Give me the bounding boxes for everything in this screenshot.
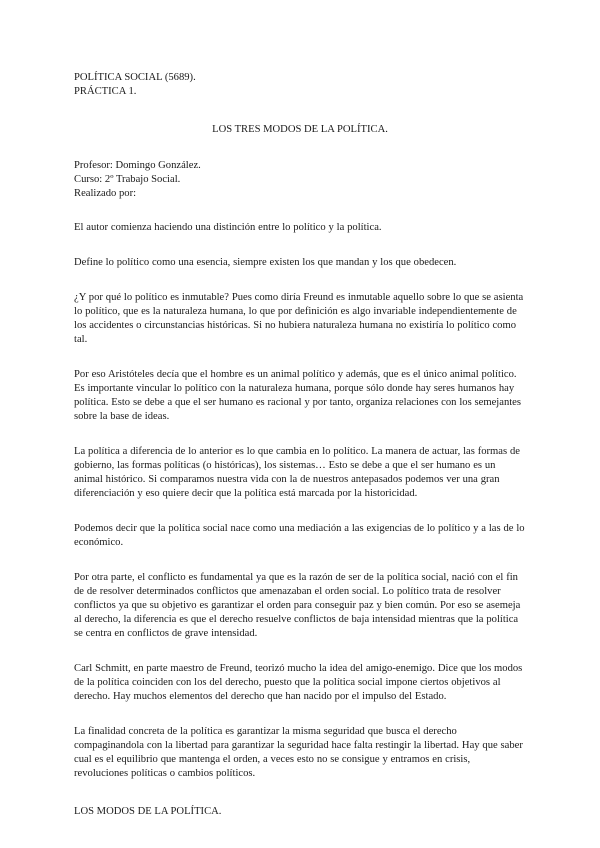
document-title: LOS TRES MODOS DE LA POLÍTICA. (212, 124, 388, 135)
paragraph: ¿Y por qué lo político es inmutable? Pues como diría Freund es inmutable aquello sobre lo que se asienta lo político, que es la naturaleza humana, lo que por definición es algo invariable independientemente de los accidentes o circunstancias históricas. Si no hubiera naturaleza humana no existiría lo político como tal. (74, 292, 524, 345)
paragraph: La política a diferencia de lo anterior es lo que cambia en lo político. La manera de actuar, las formas de gobierno, las formas políticas (o históricas), los sistemas… Esto se debe a que el ser humano es un animal histórico. Si comparamos nuestra vida con la de nuestros antepasados podemos ver una gran diferenciación y eso quiere decir que la política está marcada por la historicidad. (74, 446, 520, 499)
course-year-line: Curso: 2º Trabajo Social. (74, 174, 181, 185)
document-meta (74, 159, 526, 201)
paragraph: Por otra parte, el conflicto es fundamental ya que es la razón de ser de la política social, nació con el fin de de resolver determinados conflictos que amenazaban el orden social. Lo político trata de resolver conflictos ya que su objetivo es garantizar el orden para conseguir paz y bien común. Por eso se asemeja al derecho, la diferencia es que el derecho resuelve conflictos de baja intensidad mientras que la política se centra en conflictos de grave intensidad. (74, 572, 521, 639)
practice-header: PRÁCTICA 1. (74, 86, 137, 97)
paragraph: La finalidad concreta de la política es garantizar la misma seguridad que busca el derecho compaginandola con la libertad para garantizar la seguridad hace falta restingir la libertad. Hay que saber cual es el equilibrio que mantenga el orden, a veces esto no se consigue y entramos en crisis, revoluciones políticas o cambios políticos. (74, 726, 523, 779)
paragraph: Por eso Aristóteles decía que el hombre es un animal político y además, que es el único animal político. Es importante vincular lo político con la naturaleza humana, porque sólo donde hay seres humanos hay política. Esto se debe a que el ser humano es racional y por tanto, organiza relaciones con los semejantes sobre la base de ideas. (74, 369, 522, 422)
paragraph: Carl Schmitt, en parte maestro de Freund, teorizó mucho la idea del amigo-enemigo. Dice que los modos de la política coinciden con los del derecho, puesto que la política social impone ciertos objetivos al derecho. Hay muchos elementos del derecho que han nacido por el impulso del Estado. (74, 663, 523, 702)
professor-line: Profesor: Domingo González. (74, 160, 201, 171)
paragraph: Podemos decir que la política social nace como una mediación a las exigencias de lo político y a las de lo económico. (74, 523, 525, 548)
paragraph: Define lo político como una esencia, siempre existen los que mandan y los que obedecen. (74, 257, 457, 268)
course-header: POLÍTICA SOCIAL (5689). (74, 72, 196, 83)
author-line: Realizado por: (74, 188, 137, 199)
document-content (74, 71, 526, 819)
paragraph: El autor comienza haciendo una distinción entre lo político y la política. (74, 222, 382, 233)
section-heading: LOS MODOS DE LA POLÍTICA. (74, 806, 222, 817)
